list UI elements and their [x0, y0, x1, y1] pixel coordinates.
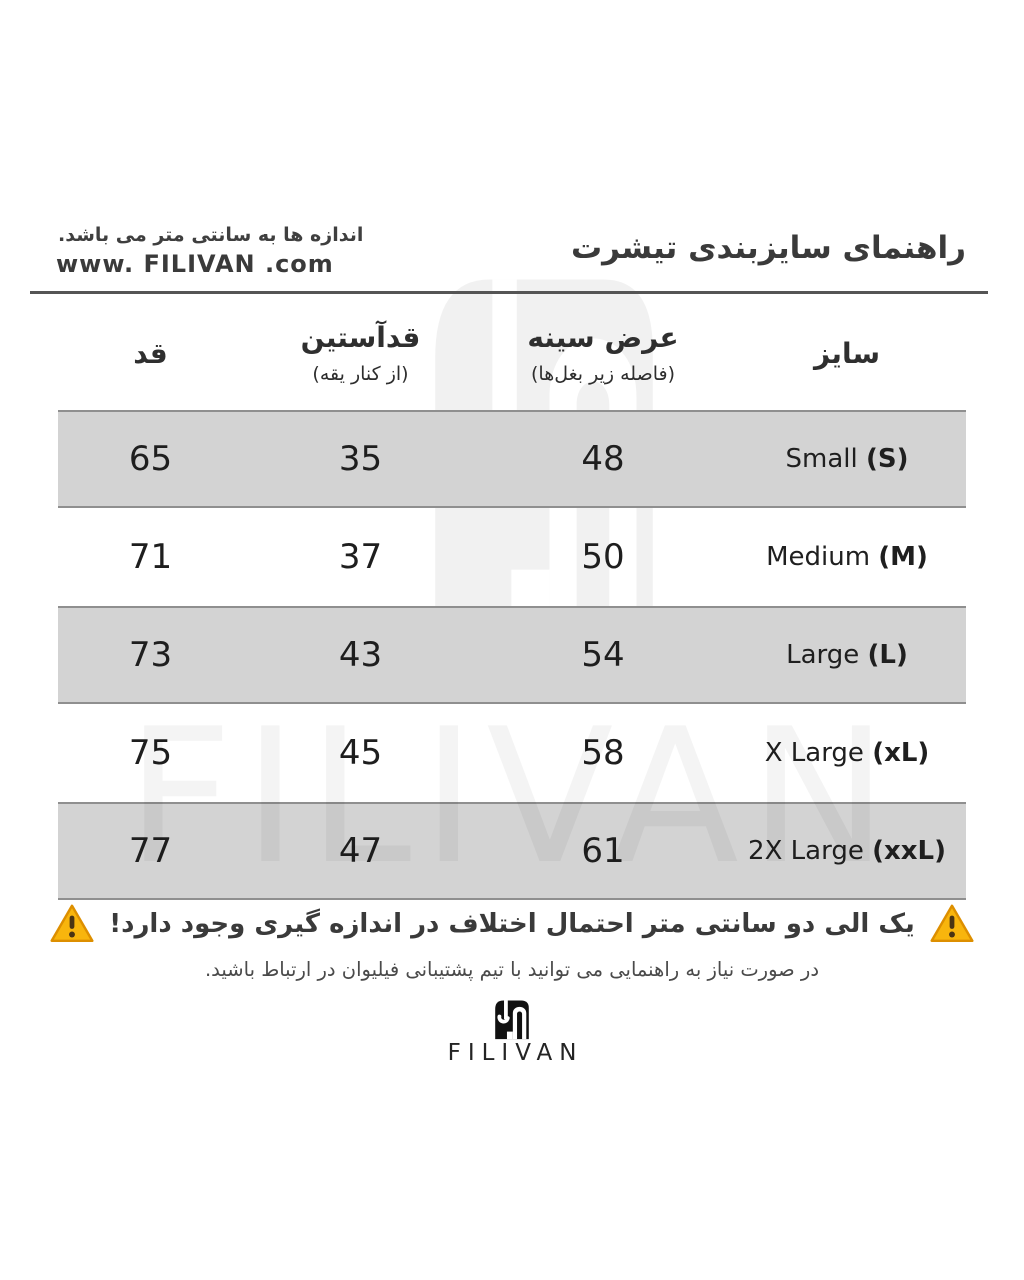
chest-value: 61 — [581, 831, 625, 871]
column-header-chest — [478, 296, 728, 410]
size-table — [58, 296, 966, 900]
size-name: 2X Large — [748, 836, 864, 866]
warning-row — [0, 903, 1024, 945]
website-text: www. FILIVAN .com — [56, 250, 334, 278]
size-cell — [728, 608, 966, 702]
size-code: (xxL) — [872, 836, 946, 866]
table-row-xlarge — [58, 704, 966, 802]
size-cell — [728, 804, 966, 898]
chest-value: 48 — [581, 439, 625, 479]
sleeve-value: 47 — [338, 831, 383, 871]
length-value: 71 — [128, 537, 173, 577]
chest-value: 58 — [581, 733, 625, 773]
sleeve-value: 43 — [338, 635, 383, 675]
table-row-large — [58, 606, 966, 704]
filivan-logo-icon — [0, 998, 1024, 1044]
size-name: Large — [786, 640, 860, 670]
column-label: قدآستین — [300, 321, 421, 354]
sleeve-value: 45 — [338, 733, 383, 773]
length-value: 73 — [128, 635, 173, 675]
column-label: قد — [133, 336, 168, 370]
column-label: سایز — [814, 336, 880, 370]
column-label: عرض سینه — [527, 321, 679, 354]
column-header-size — [728, 296, 966, 410]
sleeve-value: 35 — [338, 439, 383, 479]
column-header-sleeve — [243, 296, 478, 410]
header-divider — [30, 291, 988, 294]
size-code: (L) — [867, 640, 908, 670]
size-code: (xL) — [872, 738, 930, 768]
size-name: Small — [785, 444, 858, 474]
size-cell — [728, 412, 966, 506]
support-note: در صورت نیاز به راهنمایی می توانید با تیم پشتیبانی فیلیوان در ارتباط باشید. — [204, 958, 820, 981]
size-cell — [728, 704, 966, 802]
size-cell — [728, 508, 966, 606]
length-value: 77 — [128, 831, 173, 871]
size-code: (M) — [878, 542, 928, 572]
chest-value: 50 — [581, 537, 625, 577]
table-row-medium — [58, 508, 966, 606]
column-header-length — [58, 296, 243, 410]
chest-value: 54 — [581, 635, 625, 675]
table-row-2xlarge — [58, 802, 966, 900]
length-value: 65 — [128, 439, 173, 479]
column-sublabel: (از کنار یقه) — [312, 363, 409, 385]
size-name: X Large — [764, 738, 864, 768]
brand-wordmark: FILIVAN — [447, 1040, 584, 1066]
table-row-small — [58, 410, 966, 508]
warning-triangle-icon — [49, 903, 95, 945]
size-name: Medium — [766, 542, 871, 572]
warning-text: یک الی دو سانتی متر احتمال اختلاف در اندازه گیری وجود دارد! — [109, 909, 915, 939]
units-note: اندازه ها به سانتی متر می باشد. — [58, 224, 364, 246]
length-value: 75 — [128, 733, 173, 773]
page-title: راهنمای سایزبندی تیشرت — [571, 230, 966, 266]
size-code: (S) — [866, 444, 909, 474]
warning-triangle-icon — [929, 903, 975, 945]
sleeve-value: 37 — [338, 537, 383, 577]
column-sublabel: (فاصله زیر بغل‌ها) — [531, 363, 675, 385]
table-header-row — [58, 296, 966, 410]
